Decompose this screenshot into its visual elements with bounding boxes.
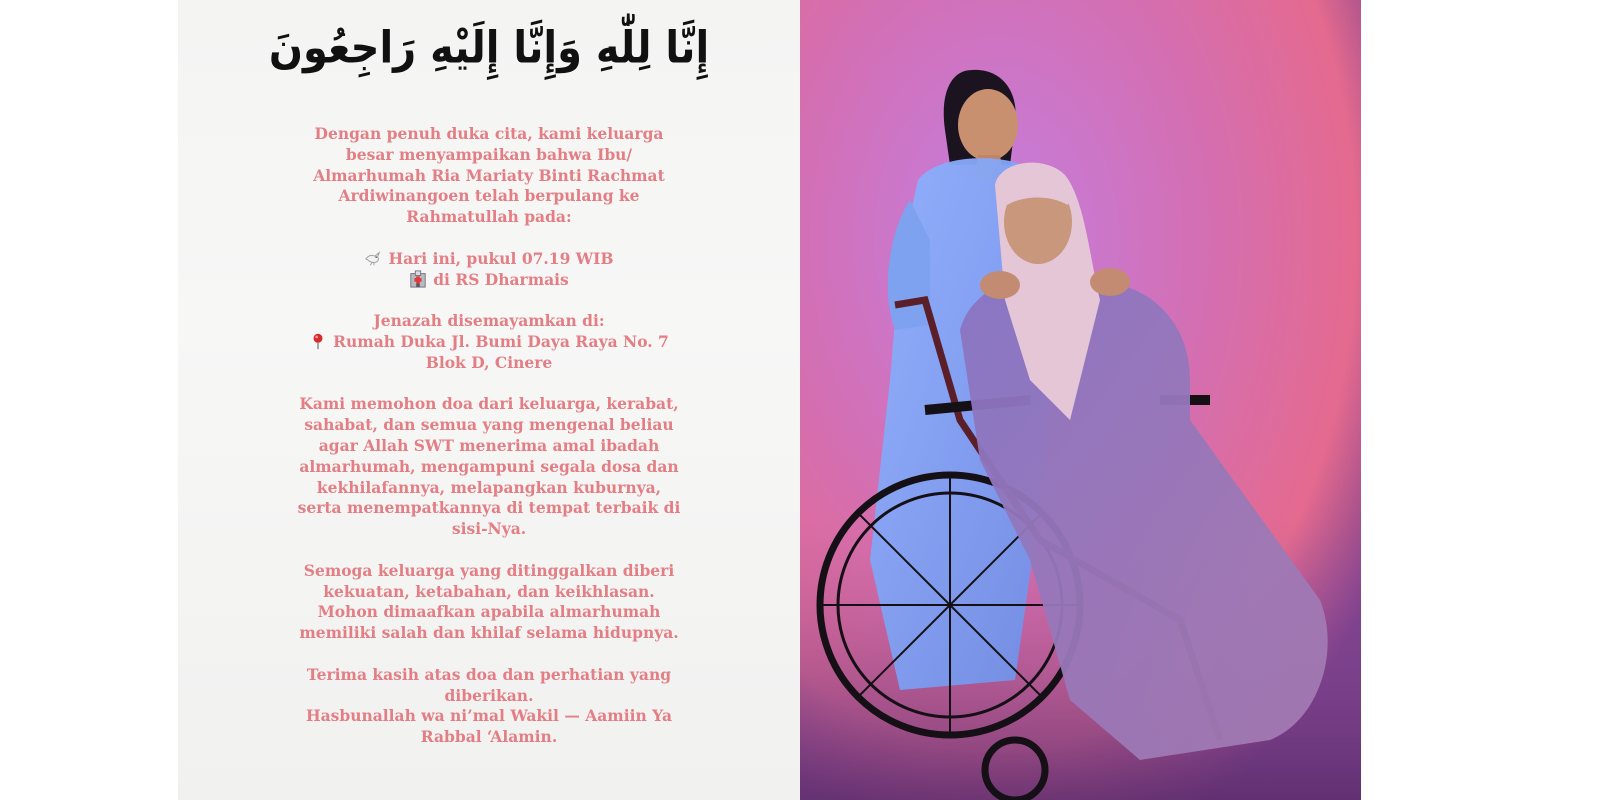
- intro-line: Almarhumah Ria Mariaty Binti Rachmat: [313, 165, 665, 185]
- intro-paragraph: [268, 124, 710, 228]
- intro-line: Rahmatullah pada:: [406, 207, 572, 227]
- address-line-2: Blok D, Cinere: [425, 352, 553, 372]
- family-photo: [800, 0, 1361, 800]
- closing-paragraph: [268, 665, 710, 748]
- condolence-notice: [268, 124, 710, 769]
- round-pushpin-icon: [309, 332, 327, 350]
- lying-title: Jenazah disemayamkan di:: [373, 311, 605, 331]
- place-line: [268, 270, 710, 291]
- place-text: di RS Dharmais: [433, 269, 569, 289]
- intro-line: Dengan penuh duka cita, kami keluarga: [314, 124, 664, 143]
- prayer-line: almarhumah, mengampuni segala dosa dan: [299, 456, 679, 476]
- prayer-line: sisi-Nya.: [451, 519, 527, 539]
- prayer-line: sahabat, dan semua yang mengenal beliau: [304, 415, 674, 435]
- closing-line: Terima kasih atas doa dan perhatian yang: [306, 664, 672, 684]
- dove-icon: [364, 249, 382, 267]
- time-place-paragraph: [268, 249, 710, 291]
- closing-line: Hasbunallah wa ni’mal Wakil — Aamiin Ya: [305, 706, 673, 726]
- intro-line: Ardiwinangoen telah berpulang ke: [338, 186, 640, 206]
- address-line: [268, 332, 710, 353]
- intro-line: besar menyampaikan bahwa Ibu/: [345, 144, 633, 164]
- condolence-text-panel: [178, 0, 800, 800]
- time-text: Hari ini, pukul 07.19 WIB: [388, 248, 614, 268]
- prayer-line: serta menempatkannya di tempat terbaik di: [297, 498, 681, 518]
- closing-line: Rabbal ‘Alamin.: [420, 727, 558, 747]
- prayer-line: Kami memohon doa dari keluarga, kerabat,: [299, 394, 679, 414]
- closing-line: diberikan.: [444, 685, 534, 705]
- hope-line: kekuatan, ketabahan, dan keikhlasan.: [323, 581, 655, 601]
- family-photo-illustration: [800, 0, 1361, 800]
- arabic-calligraphy-heading: إِنَّا لِلّٰهِ وَإِنَّا إِلَيْهِ رَاجِعُونَ: [268, 22, 710, 74]
- prayer-paragraph: [268, 394, 710, 540]
- prayer-line: agar Allah SWT menerima amal ibadah: [318, 435, 660, 455]
- lying-in-state-paragraph: [268, 311, 710, 373]
- address-text: Rumah Duka Jl. Bumi Daya Raya No. 7: [333, 331, 669, 351]
- prayer-line: kekhilafannya, melapangkan kuburnya,: [316, 477, 662, 497]
- hope-line: Mohon dimaafkan apabila almarhumah: [317, 602, 661, 622]
- time-line: [268, 249, 710, 270]
- hope-line: memiliki salah dan khilaf selama hidupnya.: [299, 623, 679, 643]
- hope-paragraph: [268, 561, 710, 644]
- hospital-icon: [409, 270, 427, 288]
- hope-line: Semoga keluarga yang ditinggalkan diberi: [303, 560, 675, 580]
